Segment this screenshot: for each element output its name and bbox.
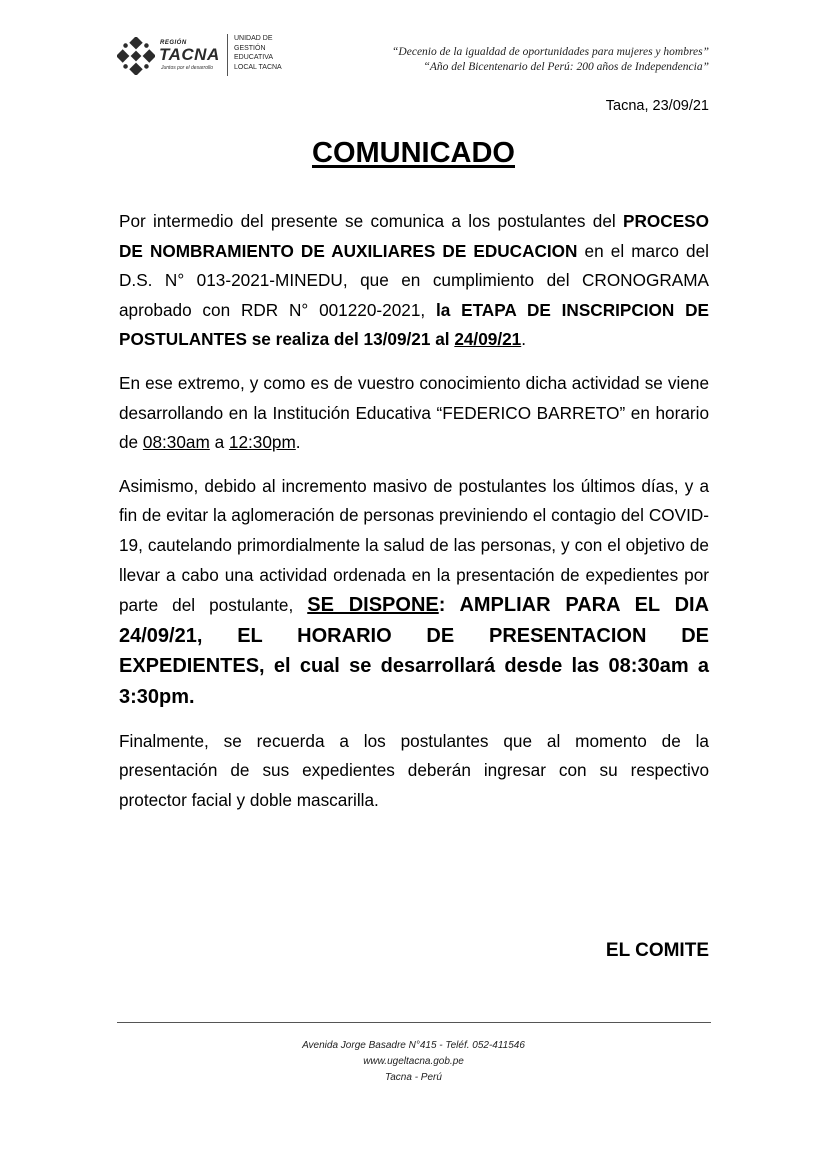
footer-website: www.ugeltacna.gob.pe [363,1056,464,1067]
signature: EL COMITE [605,940,709,961]
text-segment: a [209,432,229,453]
document-body [119,207,709,829]
deadline-date: 24/09/21 [454,329,522,350]
text-segment: Por intermedio del presente se comunica a los postulantes del [119,211,624,231]
footer-address: Avenida Jorge Basadre N°415 - Teléf. 052-411546 [302,1040,525,1051]
logo-unit-line: LOCAL TACNA [234,63,282,71]
text-segment: : [438,594,446,617]
footer-city: Tacna - Perú [385,1072,442,1083]
document-title [0,137,827,170]
se-dispone: SE DISPONE [307,594,439,617]
paragraph-announcement [119,207,709,355]
title-text: COMUNICADO [312,137,515,169]
logo-unit-line: GESTIÓN [234,44,266,52]
motto-line-bicentennial: “Año del Bicentenario del Perú: 200 años de Independencia” [423,61,709,73]
paragraph-extension [119,472,709,713]
motto-line-decade: “Decenio de la igualdad de oportunidades para mujeres y hombres” [392,46,709,58]
region-tacna-emblem-icon [117,37,155,75]
ugel-logo [117,34,297,78]
text-segment: . [521,329,526,350]
registration-stage: la ETAPA DE INSCRIPCION DE POSTULANTES se realiza del 13/09/21 al [119,299,709,350]
start-time: 08:30am [142,432,210,453]
logo-region-label: REGIÓN [160,40,187,46]
extension-notice: AMPLIAR PARA EL DIA 24/09/21, EL HORARIO DE PRESENTACION DE EXPEDIENTES, el cual se desarrollará desde las 08:30am a 3:30pm. [119,594,710,708]
process-name: PROCESO DE NOMBRAMIENTO DE AUXILIARES DE EDUCACION [119,211,709,261]
logo-tagline: Juntos por el desarrollo [161,65,213,71]
header-motto [392,45,709,75]
end-time: 12:30pm [228,432,296,453]
logo-unit-line: UNIDAD DE [234,35,273,42]
logo-unit-line: EDUCATIVA [234,54,274,62]
logo-divider [227,34,228,76]
text-segment: En ese extremo, y como es de vuestro conocimiento dicha actividad se viene desarrollando en la Institución Educativa “FEDERICO BARRETO” en horario de [119,372,709,453]
footer-divider [117,1022,711,1023]
paragraph-reminder: Finalmente, se recuerda a los postulantes que al momento de la presentación de sus expedientes deberán ingresar con su respectivo protector facial y doble mascarilla. [119,730,709,810]
text-segment: . [295,432,301,453]
footer [0,1038,827,1086]
text-segment: en el marco del D.S. N° 013-2021-MINEDU, que en cumplimiento del CRONOGRAMA aprobado con RDR N° 001220-2021, [119,240,709,320]
logo-brand-name: TACNA [159,45,220,64]
document-date: Tacna, 23/09/21 [605,98,709,114]
paragraph-venue [119,369,709,458]
logo-unit-name [234,34,282,72]
text-segment: Asimismo, debido al incremento masivo de postulantes los últimos días, y a fin de evitar la aglomeración de personas previniendo el contagio del COVID-19, cautelando primordialmente la salud de las personas, y con el objetivo de llevar a cabo una actividad ordenada en la presentación de expedientes por parte del postulante, [119,475,709,616]
